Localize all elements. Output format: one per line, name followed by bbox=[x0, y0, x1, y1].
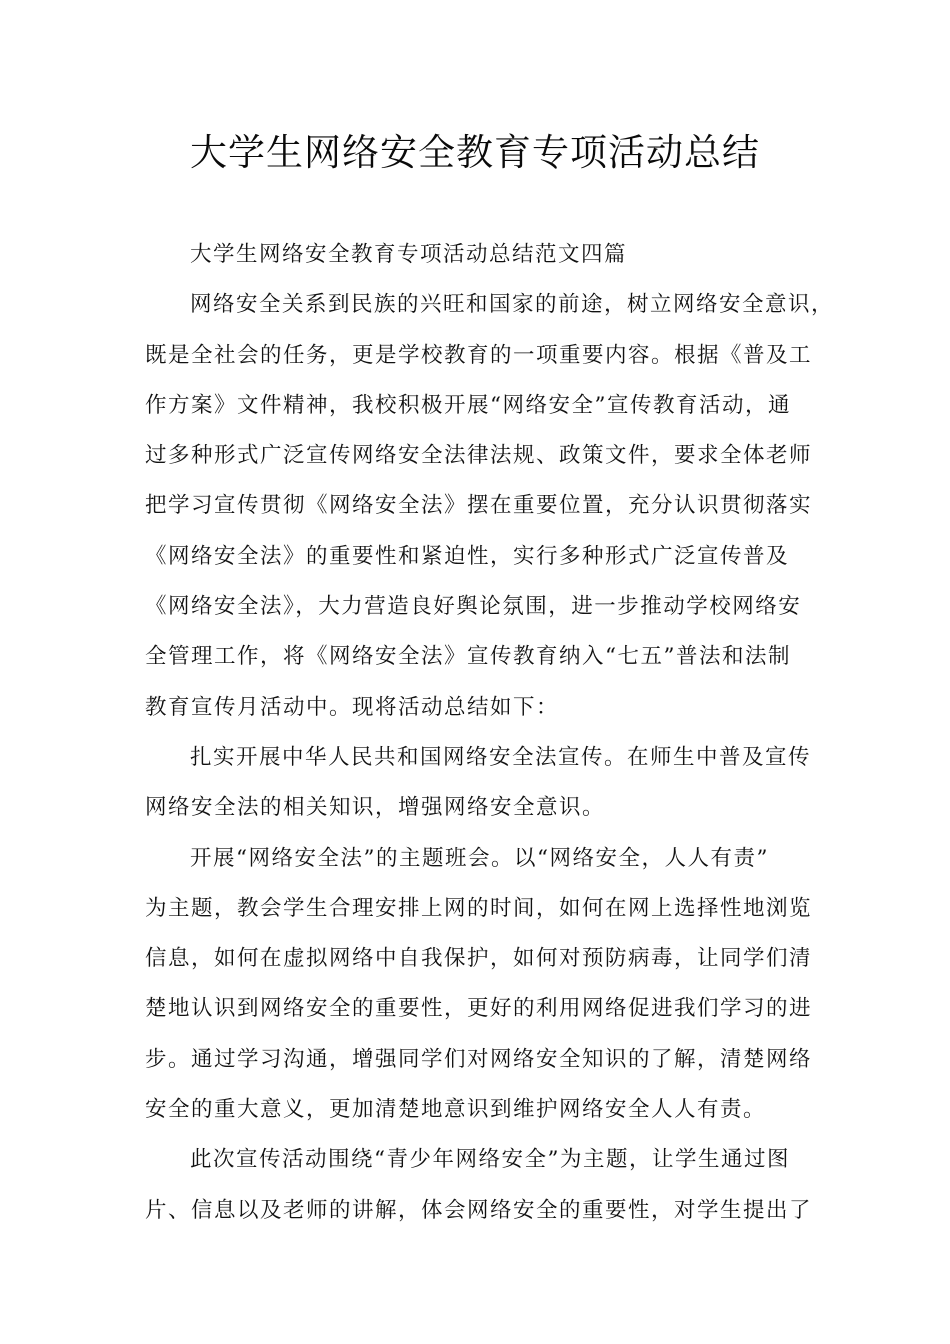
text-line: 扎实开展中华人民共和国网络安全法宣传。在师生中普及宣传 bbox=[190, 744, 812, 770]
text-line: 开展“网络安全法”的主题班会。以“网络安全，人人有责” bbox=[190, 845, 769, 871]
text-line: 网络安全法的相关知识，增强网络安全意识。 bbox=[145, 795, 606, 821]
text-line: 此次宣传活动围绕“青少年网络安全”为主题，让学生通过图 bbox=[190, 1147, 790, 1173]
text-line: 《网络安全法》的重要性和紧迫性，实行多种形式广泛宣传普及 bbox=[145, 543, 790, 569]
text-line: 步。通过学习沟通，增强同学们对网络安全知识的了解，清楚网络 bbox=[145, 1046, 813, 1072]
text-line: 信息，如何在虚拟网络中自我保护，如何对预防病毒，让同学们清 bbox=[145, 946, 813, 972]
text-line: 过多种形式广泛宣传网络安全法律法规、政策文件，要求全体老师 bbox=[145, 443, 813, 469]
document-body bbox=[145, 230, 835, 1236]
text-line: 既是全社会的任务，更是学校教育的一项重要内容。根据《普及工 bbox=[145, 342, 813, 368]
text-line: 为主题，教会学生合理安排上网的时间，如何在网上选择性地浏览 bbox=[145, 895, 813, 921]
document-title: 大学生网络安全教育专项活动总结 bbox=[190, 131, 760, 174]
text-line: 教育宣传月活动中。现将活动总结如下： bbox=[145, 694, 560, 720]
text-line: 把学习宣传贯彻《网络安全法》摆在重要位置，充分认识贯彻落实 bbox=[145, 493, 813, 519]
text-line: 网络安全关系到民族的兴旺和国家的前途，树立网络安全意识， bbox=[190, 292, 835, 318]
text-line: 《网络安全法》，大力营造良好舆论氛围，进一步推动学校网络安 bbox=[145, 594, 802, 620]
text-line: 楚地认识到网络安全的重要性，更好的利用网络促进我们学习的进 bbox=[145, 996, 813, 1022]
text-line: 大学生网络安全教育专项活动总结范文四篇 bbox=[190, 242, 628, 267]
text-line: 全管理工作，将《网络安全法》宣传教育纳入“七五”普法和法制 bbox=[145, 644, 791, 670]
text-line: 作方案》文件精神，我校积极开展“网络安全”宣传教育活动，通 bbox=[145, 392, 791, 418]
text-line: 安全的重大意义，更加清楚地意识到维护网络安全人人有责。 bbox=[145, 1097, 767, 1123]
text-line: 片、信息以及老师的讲解，体会网络安全的重要性，对学生提出了 bbox=[145, 1197, 813, 1223]
